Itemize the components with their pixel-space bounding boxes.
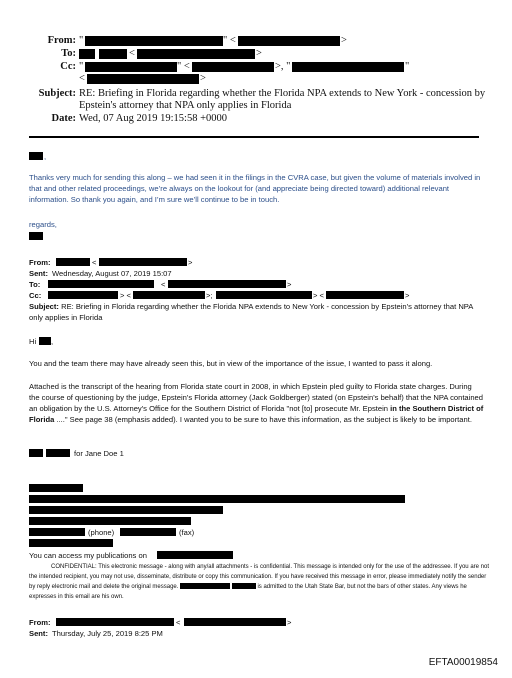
- subject-line-1: RE: Briefing in Florida regarding whether the Florida NPA extends to New York - concession by: [79, 88, 486, 99]
- quoted-cc-p4: >: [405, 291, 410, 300]
- redaction: [29, 517, 191, 525]
- para-2-text-a: Attached is the transcript of the hearing from Florida state court in 2008, in which Epstein pled guilty to Florida state charges. During the course of questioning by the judge, Epstein's Florida attorney (Jack Goldberger) stated (on Epstein's behalf) that the NPA contained an obligation by the U.S. Attorney's Office for the Southern District of Florida "not [to] prosecute Mr. Epstein: [29, 382, 484, 413]
- subject-label: Subject:: [38, 88, 76, 99]
- para-2-emphasis: in the Southern District of Florida: [29, 404, 484, 424]
- para-2-text-b: ...." See page 38 (emphasis added). I wanted you to be sure to have this information, as the subject is likely to be important.: [54, 415, 472, 424]
- quoted-subject-value: RE: Briefing in Florida regarding whether the Florida NPA extends to New York - concession by Epstein's attorney that NPA only applies in Florida: [29, 302, 473, 322]
- quoted-to-label: To:: [29, 280, 41, 289]
- publications-text: You can access my publications on: [29, 551, 147, 560]
- redaction: [56, 618, 174, 626]
- redaction: [326, 291, 404, 299]
- redaction: [85, 36, 223, 46]
- quoted-hi-comma: ,: [51, 337, 54, 346]
- from-label: From:: [47, 35, 76, 46]
- redaction: [133, 291, 205, 299]
- reply-signoff: regards,: [29, 220, 57, 229]
- redaction: [79, 49, 95, 59]
- to-fragment: <: [129, 48, 135, 59]
- redaction: [56, 258, 90, 266]
- redaction: [184, 618, 286, 626]
- redaction: [168, 280, 286, 288]
- quoted-hi: Hi: [29, 337, 37, 346]
- quoted-from-gt: >: [188, 258, 193, 267]
- reply-body: Thanks very much for sending this along – we had seen it in the filings in the CVRA case, but given the volume of materials involved in that and other related proceedings, we’re always on the lookout for (and appreciate being directed toward) additional relevant information. So thank you again, and I’m sure we’ll continue to be in touch.: [29, 173, 481, 204]
- earlier-from-label: From:: [29, 618, 51, 627]
- redaction: [157, 551, 233, 559]
- from-quote: ": [79, 35, 84, 46]
- redaction: [87, 74, 199, 84]
- cc-line2-start: <: [79, 73, 85, 84]
- redaction: [292, 62, 404, 72]
- to-end: >: [256, 48, 262, 59]
- redaction: [232, 583, 256, 589]
- quoted-para-1: You and the team there may have already seen this, but in view of the importance of the issue, I wanted to pass it along.: [29, 359, 433, 368]
- redaction: [29, 152, 43, 160]
- cc-line2-end: >: [200, 73, 206, 84]
- fax-label: (fax): [179, 528, 195, 537]
- redaction: [39, 337, 54, 346]
- phone-label: (phone): [88, 528, 115, 537]
- cc-fragment-2: >, ": [275, 61, 291, 72]
- redaction: [29, 528, 85, 536]
- confidential-text-b: is admitted to the Utah State Bar, but not the bars of other states. Any views he expresses in this email are his own.: [29, 584, 467, 600]
- redaction: [29, 506, 223, 514]
- confidentiality-notice: [29, 562, 491, 602]
- to-label: To:: [61, 48, 76, 59]
- redaction: [216, 291, 312, 299]
- quoted-to-gt: >: [287, 280, 292, 289]
- date-value: Wed, 07 Aug 2019 19:15:58 +0000: [79, 113, 227, 124]
- earlier-sent-value: Thursday, July 25, 2019 8:25 PM: [52, 629, 163, 638]
- redaction: [99, 49, 127, 59]
- quoted-from-label: From:: [29, 258, 51, 267]
- cc-fragment-3: ": [405, 61, 410, 72]
- for-jane-doe: for Jane Doe 1: [74, 449, 124, 458]
- redaction: [29, 495, 405, 503]
- cc-quote: ": [79, 61, 84, 72]
- redaction: [192, 62, 274, 72]
- quoted-sent-label: Sent:: [29, 269, 48, 278]
- from-fragment: " <: [223, 35, 236, 46]
- redaction: [29, 539, 113, 547]
- redaction: [48, 291, 118, 299]
- redaction: [137, 49, 255, 59]
- header-divider: [29, 136, 479, 138]
- subject-line-2: Epstein's attorney that NPA only applies in Florida: [79, 100, 292, 111]
- cc-fragment-1: " <: [177, 61, 190, 72]
- confidential-text-a: CONFIDENTIAL: This electronic message - along with any/all attachments - is confidential. This message is intended only for the use of the addressee. If you are not the intended recipient, you may not use, disseminate, distribute or copy this communication. If you have received this message in error, please immediately notify the sender by reply electronic mail and delete the original message.: [29, 564, 489, 590]
- redaction: [29, 232, 43, 240]
- redaction: [85, 62, 177, 72]
- quoted-cc-label: Cc:: [29, 291, 42, 300]
- quoted-subject-label: Subject:: [29, 302, 59, 311]
- quoted-para-2: [29, 381, 484, 425]
- redaction: [29, 484, 83, 492]
- earlier-from-end: >: [287, 618, 292, 627]
- redaction: [99, 258, 187, 266]
- redaction: [120, 528, 176, 536]
- quoted-sent-value: Wednesday, August 07, 2019 15:07: [52, 269, 172, 278]
- cc-label: Cc:: [60, 61, 76, 72]
- quoted-subject: [29, 301, 484, 323]
- earlier-from-fragment: <: [176, 618, 181, 627]
- redaction: [29, 449, 43, 457]
- quoted-cc-p1: > <: [120, 291, 131, 300]
- redaction: [46, 449, 70, 457]
- quoted-cc-p2: >;: [206, 291, 213, 300]
- from-end: >: [341, 35, 347, 46]
- bates-number: EFTA00019854: [428, 657, 498, 668]
- earlier-sent-label: Sent:: [29, 629, 48, 638]
- redaction: [180, 583, 230, 589]
- redaction: [238, 36, 340, 46]
- greeting-comma: ,: [44, 152, 47, 161]
- redaction: [48, 280, 154, 288]
- quoted-cc-p3: > <: [313, 291, 324, 300]
- quoted-to-lt: <: [161, 280, 166, 289]
- date-label: Date:: [51, 113, 76, 124]
- quoted-from-lt: <: [92, 258, 97, 267]
